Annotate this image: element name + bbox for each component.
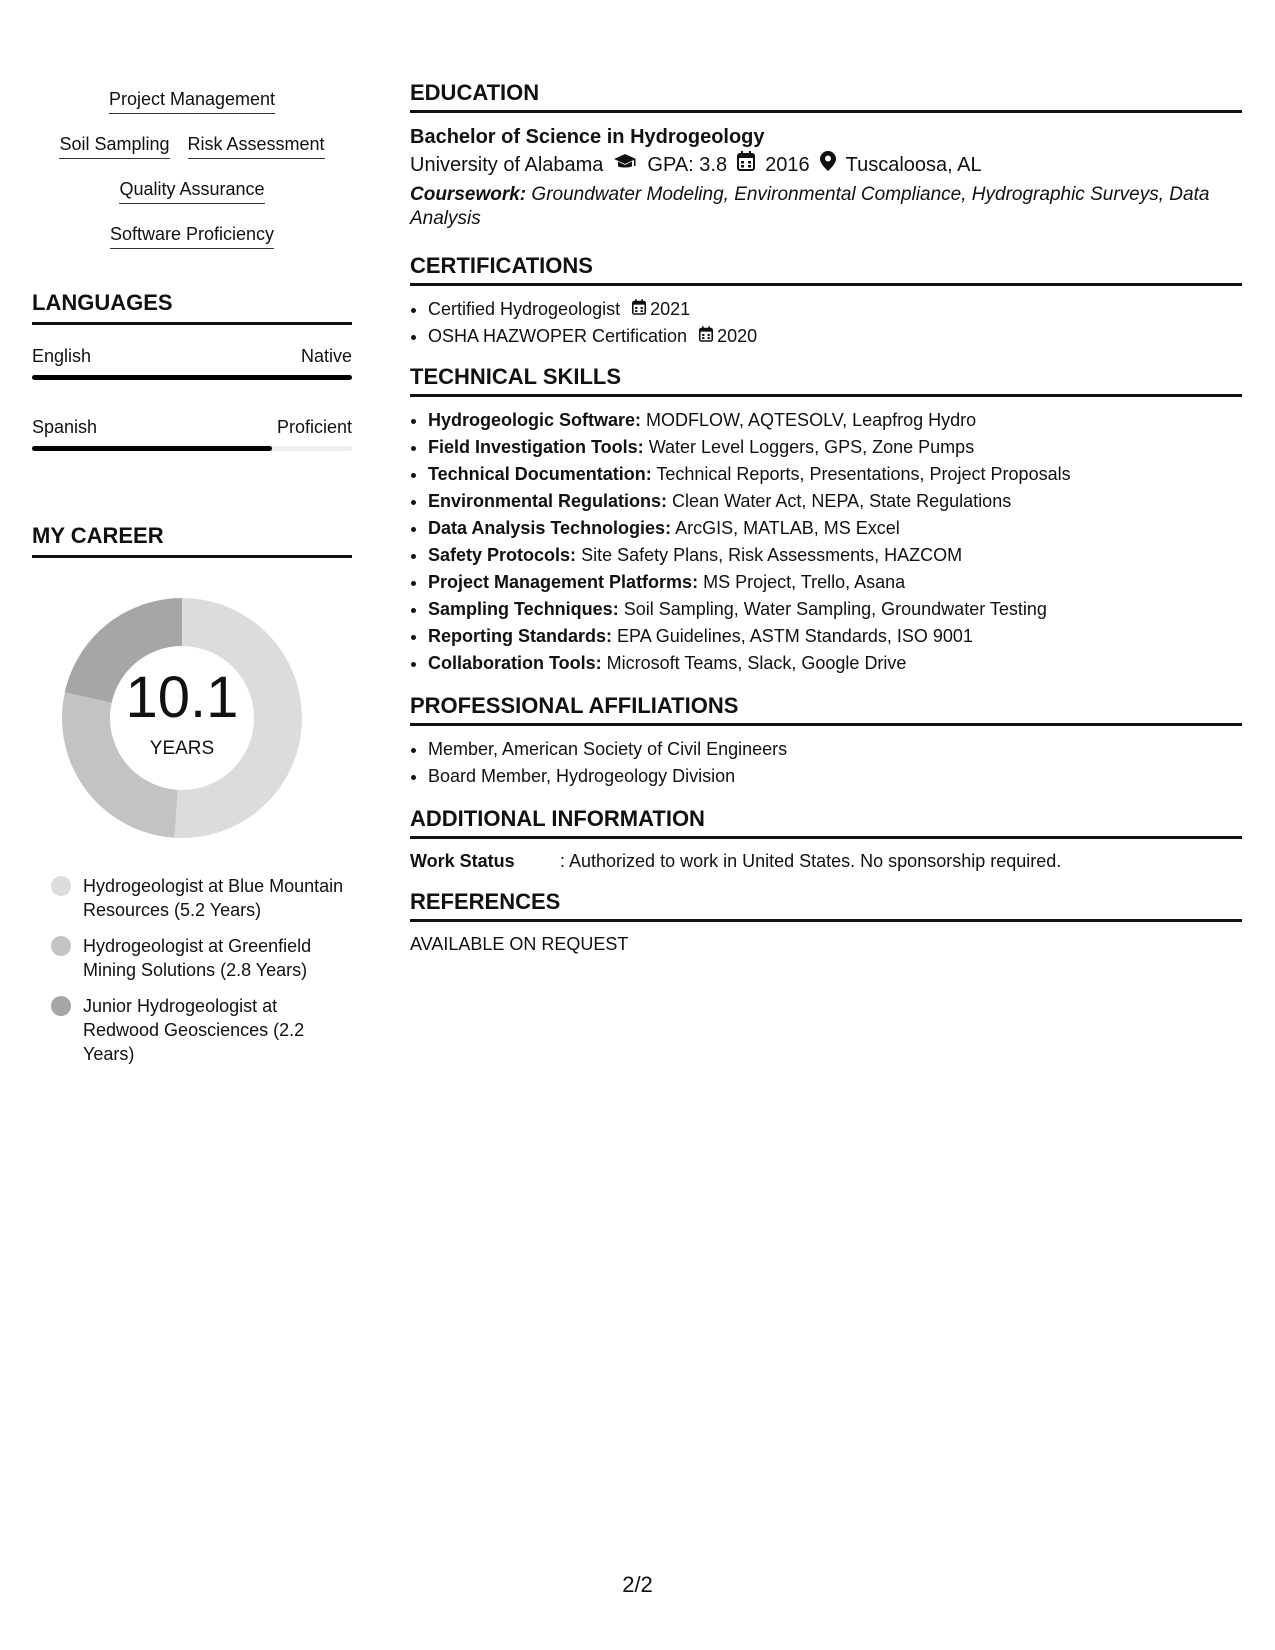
list-item (428, 596, 1242, 623)
coursework-list: Groundwater Modeling, Environmental Compliance, Hydrographic Surveys, Data Analysis (410, 184, 1210, 229)
cert-name: OSHA HAZWOPER Certification (428, 326, 688, 346)
certifications-heading: CERTIFICATIONS (410, 253, 1242, 286)
affiliations-list (410, 736, 1242, 790)
language-name: Spanish (32, 417, 98, 437)
work-status-label: Work Status (410, 851, 515, 871)
references-text: AVAILABLE ON REQUEST (410, 934, 629, 954)
career-label: Hydrogeologist at Greenfield Mining Solutions (2.8 Years) (83, 936, 312, 980)
education-section (410, 80, 1242, 231)
skill-label: Reporting Standards: (428, 626, 613, 646)
gpa: GPA: 3.8 (647, 154, 728, 176)
skill-tag: Quality Assurance (119, 170, 264, 204)
location-pin-icon (820, 151, 836, 179)
skill-value: Water Level Loggers, GPS, Zone Pumps (648, 437, 975, 457)
list-item (428, 542, 1242, 569)
left-column (32, 80, 352, 1078)
skill-label: Hydrogeologic Software: (428, 410, 642, 430)
skill-value: Site Safety Plans, Risk Assessments, HAZCOM (581, 545, 963, 565)
career-label: Junior Hydrogeologist at Redwood Geosciences (2.2 Years) (83, 996, 305, 1064)
skill-value: MODFLOW, AQTESOLV, Leapfrog Hydro (646, 410, 977, 430)
languages-section (32, 290, 352, 451)
skill-row (32, 170, 352, 215)
cert-year: 2020 (717, 326, 758, 346)
education-heading: EDUCATION (410, 80, 1242, 113)
list-item: • Board Member, Hydrogeology Division (428, 763, 1242, 790)
list-item (428, 323, 1242, 350)
list-item (428, 488, 1242, 515)
technical-skills-section (410, 364, 1242, 677)
career-section (32, 523, 352, 1066)
skill-label: Environmental Regulations: (428, 491, 668, 511)
legend-dot-icon (51, 876, 71, 896)
skill-value: Soil Sampling, Water Sampling, Groundwater Testing (623, 599, 1047, 619)
skill-label: Safety Protocols: (428, 545, 577, 565)
languages-heading: LANGUAGES (32, 290, 352, 325)
degree-title: Bachelor of Science in Hydrogeology (410, 126, 765, 148)
references-section (410, 889, 1242, 955)
references-heading: REFERENCES (410, 889, 1242, 922)
education-details (410, 151, 1242, 179)
career-heading: MY CAREER (32, 523, 352, 558)
language-item (32, 416, 352, 451)
career-item (51, 994, 352, 1066)
technical-skills-heading: TECHNICAL SKILLS (410, 364, 1242, 397)
graduation-year: 2016 (765, 154, 810, 176)
skill-label: Data Analysis Technologies: (428, 518, 672, 538)
list-item (428, 623, 1242, 650)
list-item (428, 407, 1242, 434)
skills-tags (32, 80, 352, 260)
legend-dot-icon (51, 996, 71, 1016)
career-unit: YEARS (149, 738, 215, 759)
list-item (428, 434, 1242, 461)
language-bar-track (32, 446, 352, 451)
calendar-icon (737, 151, 755, 179)
skill-label: Project Management Platforms: (428, 572, 699, 592)
language-bar-track (32, 375, 352, 380)
skill-value: MS Project, Trello, Asana (703, 572, 906, 592)
technical-skills-list (410, 407, 1242, 677)
education-location: Tuscaloosa, AL (845, 154, 982, 176)
list-item (428, 296, 1242, 323)
skill-tag: Software Proficiency (110, 215, 274, 249)
legend-dot-icon (51, 936, 71, 956)
work-status-value: : Authorized to work in United States. No sponsorship required. (560, 851, 1062, 871)
calendar-icon (632, 296, 646, 323)
cert-name: Certified Hydrogeologist (428, 299, 621, 319)
skill-value: Clean Water Act, NEPA, State Regulations (672, 491, 1012, 511)
language-bar-fill (32, 446, 272, 451)
language-list (32, 345, 352, 451)
skill-value: EPA Guidelines, ASTM Standards, ISO 9001 (617, 626, 973, 646)
skill-row (32, 125, 352, 170)
coursework (410, 183, 1242, 231)
right-column (410, 80, 1242, 955)
certifications-section (410, 253, 1242, 350)
skill-value: Microsoft Teams, Slack, Google Drive (606, 653, 907, 673)
career-item (51, 934, 352, 982)
affiliations-heading: PROFESSIONAL AFFILIATIONS (410, 693, 1242, 726)
skill-label: Field Investigation Tools: (428, 437, 644, 457)
language-bar-fill (32, 375, 352, 380)
affiliations-section (410, 693, 1242, 790)
list-item (428, 461, 1242, 488)
language-name: English (32, 346, 92, 366)
certifications-list (410, 296, 1242, 350)
page-number: 2/2 (622, 1572, 653, 1597)
graduation-cap-icon (613, 151, 637, 179)
list-item: • Member, American Society of Civil Engineers (428, 736, 1242, 763)
cert-year: 2021 (650, 299, 691, 319)
school-name: University of Alabama (410, 154, 604, 176)
skill-tag: Risk Assessment (188, 125, 325, 159)
skill-label: Collaboration Tools: (428, 653, 602, 673)
list-item (428, 515, 1242, 542)
skill-label: Technical Documentation: (428, 464, 652, 484)
career-item (51, 874, 352, 922)
skill-value: Technical Reports, Presentations, Project Proposals (656, 464, 1071, 484)
list-item (428, 569, 1242, 596)
coursework-label: Coursework: (410, 184, 527, 205)
language-item (32, 345, 352, 380)
additional-section (410, 806, 1242, 873)
career-donut (52, 588, 312, 848)
list-item (428, 650, 1242, 677)
career-legend (32, 874, 352, 1066)
skill-row (32, 80, 352, 125)
career-total: 10.1 (125, 665, 239, 730)
skill-row (32, 215, 352, 260)
work-status (410, 849, 1242, 873)
skill-tag: Soil Sampling (59, 125, 169, 159)
language-level: Proficient (276, 417, 352, 437)
skill-tag: Project Management (109, 80, 275, 114)
calendar-icon (699, 323, 713, 350)
additional-heading: ADDITIONAL INFORMATION (410, 806, 1242, 839)
skill-value: ArcGIS, MATLAB, MS Excel (675, 518, 900, 538)
skill-label: Sampling Techniques: (428, 599, 619, 619)
career-label: Hydrogeologist at Blue Mountain Resources (5.2 Years) (83, 876, 344, 920)
language-level: Native (300, 346, 352, 366)
donut-center (52, 588, 312, 848)
